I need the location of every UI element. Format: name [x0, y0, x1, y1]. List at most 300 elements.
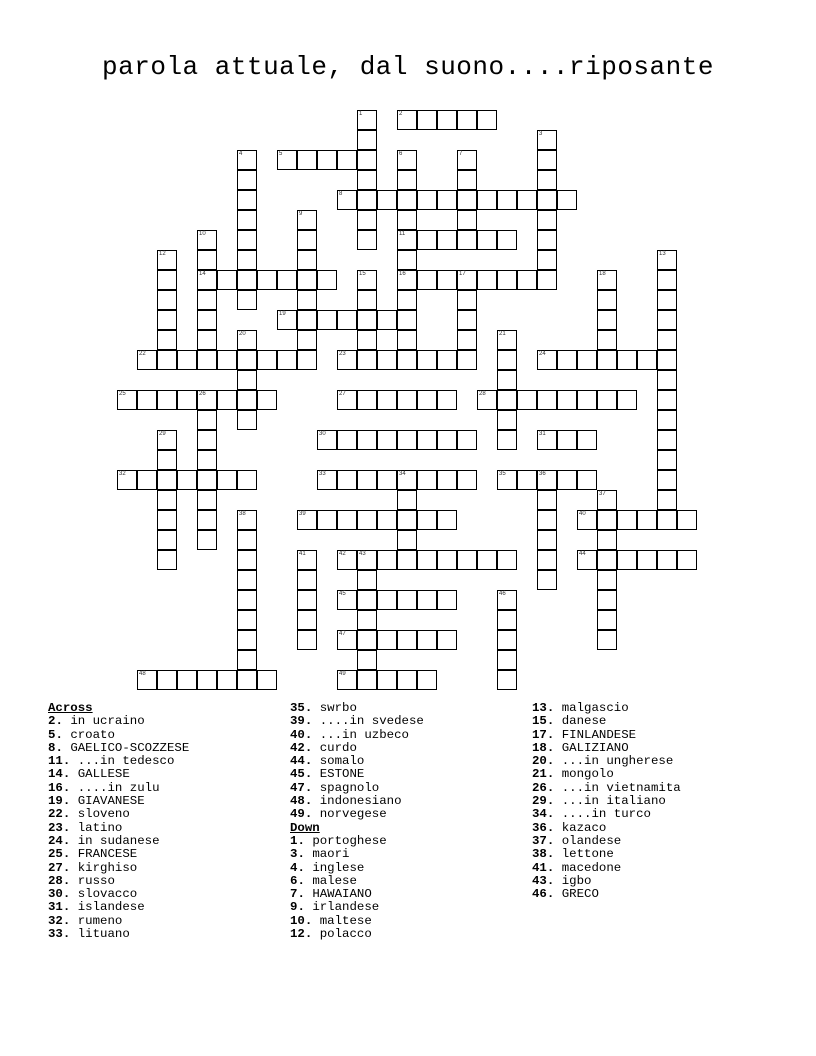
grid-cell[interactable]	[357, 590, 377, 610]
grid-cell[interactable]	[297, 350, 317, 370]
grid-cell[interactable]	[497, 430, 517, 450]
grid-cell[interactable]	[297, 570, 317, 590]
grid-cell[interactable]	[157, 430, 177, 450]
grid-cell[interactable]	[237, 410, 257, 430]
grid-cell[interactable]	[237, 650, 257, 670]
grid-cell[interactable]	[437, 470, 457, 490]
grid-cell[interactable]	[317, 310, 337, 330]
grid-cell[interactable]	[597, 510, 617, 530]
grid-cell[interactable]	[477, 550, 497, 570]
grid-cell[interactable]	[237, 550, 257, 570]
grid-cell[interactable]	[357, 610, 377, 630]
grid-cell[interactable]	[377, 510, 397, 530]
grid-cell[interactable]	[657, 330, 677, 350]
grid-cell[interactable]	[257, 390, 277, 410]
grid-cell[interactable]	[457, 270, 477, 290]
grid-cell[interactable]	[517, 270, 537, 290]
grid-cell[interactable]	[517, 390, 537, 410]
grid-cell[interactable]	[397, 670, 417, 690]
grid-cell[interactable]	[337, 390, 357, 410]
grid-cell[interactable]	[657, 270, 677, 290]
grid-cell[interactable]	[337, 550, 357, 570]
grid-cell[interactable]	[277, 310, 297, 330]
grid-cell[interactable]	[577, 350, 597, 370]
grid-cell[interactable]	[317, 150, 337, 170]
grid-cell[interactable]	[357, 350, 377, 370]
grid-cell[interactable]	[237, 290, 257, 310]
grid-cell[interactable]	[397, 490, 417, 510]
grid-cell[interactable]	[397, 270, 417, 290]
grid-cell[interactable]	[477, 270, 497, 290]
grid-cell[interactable]	[357, 290, 377, 310]
grid-cell[interactable]	[197, 330, 217, 350]
grid-cell[interactable]	[317, 470, 337, 490]
grid-cell[interactable]	[537, 510, 557, 530]
grid-cell[interactable]	[157, 550, 177, 570]
grid-cell[interactable]	[517, 470, 537, 490]
grid-cell[interactable]	[317, 270, 337, 290]
grid-cell[interactable]	[237, 330, 257, 350]
grid-cell[interactable]	[397, 170, 417, 190]
grid-cell[interactable]	[417, 630, 437, 650]
grid-cell[interactable]	[237, 190, 257, 210]
grid-cell[interactable]	[637, 510, 657, 530]
grid-cell[interactable]	[197, 470, 217, 490]
grid-cell[interactable]	[237, 630, 257, 650]
grid-cell[interactable]	[377, 550, 397, 570]
grid-cell[interactable]	[297, 210, 317, 230]
grid-cell[interactable]	[497, 670, 517, 690]
grid-cell[interactable]	[497, 650, 517, 670]
grid-cell[interactable]	[157, 530, 177, 550]
grid-cell[interactable]	[457, 310, 477, 330]
grid-cell[interactable]	[437, 590, 457, 610]
grid-cell[interactable]	[537, 150, 557, 170]
grid-cell[interactable]	[537, 170, 557, 190]
grid-cell[interactable]	[157, 470, 177, 490]
grid-cell[interactable]	[657, 290, 677, 310]
grid-cell[interactable]	[297, 250, 317, 270]
grid-cell[interactable]	[297, 310, 317, 330]
grid-cell[interactable]	[537, 210, 557, 230]
grid-cell[interactable]	[557, 190, 577, 210]
grid-cell[interactable]	[437, 390, 457, 410]
grid-cell[interactable]	[437, 430, 457, 450]
grid-cell[interactable]	[417, 550, 437, 570]
grid-cell[interactable]	[177, 390, 197, 410]
grid-cell[interactable]	[397, 470, 417, 490]
grid-cell[interactable]	[437, 270, 457, 290]
grid-cell[interactable]	[597, 310, 617, 330]
grid-cell[interactable]	[457, 470, 477, 490]
grid-cell[interactable]	[137, 470, 157, 490]
grid-cell[interactable]	[357, 270, 377, 290]
grid-cell[interactable]	[397, 230, 417, 250]
grid-cell[interactable]	[217, 350, 237, 370]
grid-cell[interactable]	[457, 230, 477, 250]
grid-cell[interactable]	[237, 590, 257, 610]
grid-cell[interactable]	[377, 190, 397, 210]
grid-cell[interactable]	[397, 530, 417, 550]
grid-cell[interactable]	[257, 270, 277, 290]
grid-cell[interactable]	[537, 130, 557, 150]
grid-cell[interactable]	[237, 570, 257, 590]
grid-cell[interactable]	[437, 230, 457, 250]
grid-cell[interactable]	[497, 270, 517, 290]
grid-cell[interactable]	[657, 450, 677, 470]
grid-cell[interactable]	[357, 230, 377, 250]
grid-cell[interactable]	[237, 250, 257, 270]
grid-cell[interactable]	[417, 390, 437, 410]
grid-cell[interactable]	[297, 510, 317, 530]
grid-cell[interactable]	[337, 470, 357, 490]
grid-cell[interactable]	[657, 550, 677, 570]
grid-cell[interactable]	[297, 150, 317, 170]
grid-cell[interactable]	[197, 510, 217, 530]
grid-cell[interactable]	[357, 310, 377, 330]
grid-cell[interactable]	[537, 230, 557, 250]
grid-cell[interactable]	[377, 630, 397, 650]
grid-cell[interactable]	[397, 310, 417, 330]
grid-cell[interactable]	[317, 510, 337, 530]
grid-cell[interactable]	[497, 630, 517, 650]
grid-cell[interactable]	[397, 590, 417, 610]
grid-cell[interactable]	[597, 530, 617, 550]
grid-cell[interactable]	[657, 250, 677, 270]
grid-cell[interactable]	[437, 510, 457, 530]
grid-cell[interactable]	[677, 550, 697, 570]
grid-cell[interactable]	[357, 510, 377, 530]
grid-cell[interactable]	[357, 130, 377, 150]
grid-cell[interactable]	[497, 550, 517, 570]
grid-cell[interactable]	[457, 170, 477, 190]
grid-cell[interactable]	[597, 550, 617, 570]
grid-cell[interactable]	[197, 390, 217, 410]
grid-cell[interactable]	[637, 350, 657, 370]
grid-cell[interactable]	[477, 390, 497, 410]
clue-text: ...in italiano	[561, 794, 666, 809]
grid-cell[interactable]	[397, 550, 417, 570]
grid-cell[interactable]	[537, 470, 557, 490]
grid-cell[interactable]	[337, 630, 357, 650]
grid-cell[interactable]	[497, 350, 517, 370]
grid-cell[interactable]	[617, 390, 637, 410]
grid-cell[interactable]	[537, 270, 557, 290]
grid-cell[interactable]	[237, 210, 257, 230]
grid-cell[interactable]	[417, 510, 437, 530]
grid-cell[interactable]	[157, 310, 177, 330]
grid-cell[interactable]	[237, 270, 257, 290]
grid-cell[interactable]	[157, 330, 177, 350]
grid-cell[interactable]	[217, 470, 237, 490]
cell-number: 11	[399, 231, 406, 237]
grid-cell[interactable]	[497, 330, 517, 350]
grid-cell[interactable]	[597, 570, 617, 590]
grid-cell[interactable]	[397, 350, 417, 370]
grid-cell[interactable]	[537, 570, 557, 590]
grid-cell[interactable]	[417, 670, 437, 690]
grid-cell[interactable]	[197, 410, 217, 430]
grid-cell[interactable]	[277, 270, 297, 290]
grid-cell[interactable]	[377, 430, 397, 450]
grid-cell[interactable]	[197, 250, 217, 270]
grid-cell[interactable]	[237, 150, 257, 170]
grid-cell[interactable]	[397, 390, 417, 410]
grid-cell[interactable]	[317, 430, 337, 450]
grid-cell[interactable]	[357, 670, 377, 690]
grid-cell[interactable]	[197, 490, 217, 510]
grid-cell[interactable]	[157, 490, 177, 510]
grid-cell[interactable]	[337, 310, 357, 330]
grid-cell[interactable]	[417, 270, 437, 290]
grid-cell[interactable]	[377, 350, 397, 370]
grid-cell[interactable]	[577, 430, 597, 450]
grid-cell[interactable]	[237, 470, 257, 490]
grid-cell[interactable]	[457, 350, 477, 370]
grid-cell[interactable]	[537, 430, 557, 450]
grid-cell[interactable]	[237, 170, 257, 190]
grid-cell[interactable]	[497, 470, 517, 490]
grid-cell[interactable]	[237, 390, 257, 410]
grid-cell[interactable]	[277, 350, 297, 370]
grid-cell[interactable]	[557, 350, 577, 370]
grid-cell[interactable]	[657, 310, 677, 330]
grid-cell[interactable]	[237, 610, 257, 630]
grid-cell[interactable]	[397, 510, 417, 530]
grid-cell[interactable]	[197, 430, 217, 450]
grid-cell[interactable]	[337, 430, 357, 450]
grid-cell[interactable]	[297, 330, 317, 350]
grid-cell[interactable]	[597, 610, 617, 630]
grid-cell[interactable]	[437, 550, 457, 570]
grid-cell[interactable]	[537, 350, 557, 370]
grid-cell[interactable]	[157, 390, 177, 410]
grid-cell[interactable]	[397, 430, 417, 450]
grid-cell[interactable]	[297, 230, 317, 250]
grid-cell[interactable]	[237, 510, 257, 530]
grid-cell[interactable]	[437, 190, 457, 210]
grid-cell[interactable]	[117, 390, 137, 410]
grid-cell[interactable]	[297, 270, 317, 290]
grid-cell[interactable]	[137, 350, 157, 370]
grid-cell[interactable]	[237, 370, 257, 390]
grid-cell[interactable]	[337, 510, 357, 530]
grid-cell[interactable]	[597, 630, 617, 650]
grid-cell[interactable]	[197, 270, 217, 290]
grid-cell[interactable]	[497, 190, 517, 210]
grid-cell[interactable]	[597, 590, 617, 610]
cell-number: 40	[579, 511, 586, 517]
grid-cell[interactable]	[657, 350, 677, 370]
grid-cell[interactable]	[497, 230, 517, 250]
grid-cell[interactable]	[357, 390, 377, 410]
grid-cell[interactable]	[357, 330, 377, 350]
grid-cell[interactable]	[597, 350, 617, 370]
grid-cell[interactable]	[577, 470, 597, 490]
grid-cell[interactable]	[157, 290, 177, 310]
grid-cell[interactable]	[257, 670, 277, 690]
grid-cell[interactable]	[657, 390, 677, 410]
grid-cell[interactable]	[357, 110, 377, 130]
grid-cell[interactable]	[357, 550, 377, 570]
grid-cell[interactable]	[337, 150, 357, 170]
grid-cell[interactable]	[477, 190, 497, 210]
grid-cell[interactable]	[537, 530, 557, 550]
grid-cell[interactable]	[357, 470, 377, 490]
grid-cell[interactable]	[217, 670, 237, 690]
grid-cell[interactable]	[597, 490, 617, 510]
grid-cell[interactable]	[117, 470, 137, 490]
grid-cell[interactable]	[657, 490, 677, 510]
grid-cell[interactable]	[577, 550, 597, 570]
grid-cell[interactable]	[457, 550, 477, 570]
grid-cell[interactable]	[417, 190, 437, 210]
grid-cell[interactable]	[357, 570, 377, 590]
grid-cell[interactable]	[257, 350, 277, 370]
grid-cell[interactable]	[237, 230, 257, 250]
grid-cell[interactable]	[237, 350, 257, 370]
grid-cell[interactable]	[597, 270, 617, 290]
grid-cell[interactable]	[197, 530, 217, 550]
grid-cell[interactable]	[557, 470, 577, 490]
grid-cell[interactable]	[657, 470, 677, 490]
grid-cell[interactable]	[357, 150, 377, 170]
grid-cell[interactable]	[457, 330, 477, 350]
grid-cell[interactable]	[537, 190, 557, 210]
grid-cell[interactable]	[417, 110, 437, 130]
grid-cell[interactable]	[357, 430, 377, 450]
grid-cell[interactable]	[417, 590, 437, 610]
grid-cell[interactable]	[477, 110, 497, 130]
grid-cell[interactable]	[417, 470, 437, 490]
grid-cell[interactable]	[497, 370, 517, 390]
grid-cell[interactable]	[597, 390, 617, 410]
grid-cell[interactable]	[297, 630, 317, 650]
grid-cell[interactable]	[617, 510, 637, 530]
grid-cell[interactable]	[397, 290, 417, 310]
grid-cell[interactable]	[437, 110, 457, 130]
grid-cell[interactable]	[457, 290, 477, 310]
grid-cell[interactable]	[397, 150, 417, 170]
grid-cell[interactable]	[437, 350, 457, 370]
grid-cell[interactable]	[597, 290, 617, 310]
grid-cell[interactable]	[577, 510, 597, 530]
grid-cell[interactable]	[337, 350, 357, 370]
grid-cell[interactable]	[337, 590, 357, 610]
grid-cell[interactable]	[357, 630, 377, 650]
grid-cell[interactable]	[537, 550, 557, 570]
grid-cell[interactable]	[297, 290, 317, 310]
grid-cell[interactable]	[297, 550, 317, 570]
grid-cell[interactable]	[197, 310, 217, 330]
grid-cell[interactable]	[457, 110, 477, 130]
grid-cell[interactable]	[217, 390, 237, 410]
grid-cell[interactable]	[497, 610, 517, 630]
grid-cell[interactable]	[677, 510, 697, 530]
grid-cell[interactable]	[377, 590, 397, 610]
grid-cell[interactable]	[457, 430, 477, 450]
grid-cell[interactable]	[197, 450, 217, 470]
grid-cell[interactable]	[277, 150, 297, 170]
grid-cell[interactable]	[397, 330, 417, 350]
grid-cell[interactable]	[397, 630, 417, 650]
grid-cell[interactable]	[137, 390, 157, 410]
grid-cell[interactable]	[557, 390, 577, 410]
grid-cell[interactable]	[157, 250, 177, 270]
grid-cell[interactable]	[177, 670, 197, 690]
grid-cell[interactable]	[157, 350, 177, 370]
grid-cell[interactable]	[177, 350, 197, 370]
grid-cell[interactable]	[337, 670, 357, 690]
grid-cell[interactable]	[657, 510, 677, 530]
grid-cell[interactable]	[417, 430, 437, 450]
grid-cell[interactable]	[477, 230, 497, 250]
grid-cell[interactable]	[157, 510, 177, 530]
grid-cell[interactable]	[377, 390, 397, 410]
grid-cell[interactable]	[397, 110, 417, 130]
grid-cell[interactable]	[417, 230, 437, 250]
grid-cell[interactable]	[597, 330, 617, 350]
grid-cell[interactable]	[657, 410, 677, 430]
grid-cell[interactable]	[197, 230, 217, 250]
grid-cell[interactable]	[437, 630, 457, 650]
grid-cell[interactable]	[357, 170, 377, 190]
grid-cell[interactable]	[377, 670, 397, 690]
grid-cell[interactable]	[577, 390, 597, 410]
grid-cell[interactable]	[177, 470, 197, 490]
grid-cell[interactable]	[357, 650, 377, 670]
grid-cell[interactable]	[397, 190, 417, 210]
grid-cell[interactable]	[417, 350, 437, 370]
grid-cell[interactable]	[537, 250, 557, 270]
grid-cell[interactable]	[557, 430, 577, 450]
grid-cell[interactable]	[297, 610, 317, 630]
grid-cell[interactable]	[397, 250, 417, 270]
grid-cell[interactable]	[377, 310, 397, 330]
grid-cell[interactable]	[617, 350, 637, 370]
grid-cell[interactable]	[537, 490, 557, 510]
grid-cell[interactable]	[217, 270, 237, 290]
grid-cell[interactable]	[537, 390, 557, 410]
grid-cell[interactable]	[157, 670, 177, 690]
grid-cell[interactable]	[657, 430, 677, 450]
grid-cell[interactable]	[357, 210, 377, 230]
grid-cell[interactable]	[497, 390, 517, 410]
grid-cell[interactable]	[637, 550, 657, 570]
grid-cell[interactable]	[377, 470, 397, 490]
grid-cell[interactable]	[237, 670, 257, 690]
grid-cell[interactable]	[657, 370, 677, 390]
grid-cell[interactable]	[517, 190, 537, 210]
grid-cell[interactable]	[197, 670, 217, 690]
grid-cell[interactable]	[157, 270, 177, 290]
grid-cell[interactable]	[137, 670, 157, 690]
grid-cell[interactable]	[157, 450, 177, 470]
grid-cell[interactable]	[497, 410, 517, 430]
grid-cell[interactable]	[197, 290, 217, 310]
grid-cell[interactable]	[237, 530, 257, 550]
grid-cell[interactable]	[297, 590, 317, 610]
grid-cell[interactable]	[357, 190, 377, 210]
grid-cell[interactable]	[457, 190, 477, 210]
grid-cell[interactable]	[397, 210, 417, 230]
grid-cell[interactable]	[197, 350, 217, 370]
grid-cell[interactable]	[337, 190, 357, 210]
grid-cell[interactable]	[457, 150, 477, 170]
grid-cell[interactable]	[497, 590, 517, 610]
grid-cell[interactable]	[617, 550, 637, 570]
grid-cell[interactable]	[457, 210, 477, 230]
